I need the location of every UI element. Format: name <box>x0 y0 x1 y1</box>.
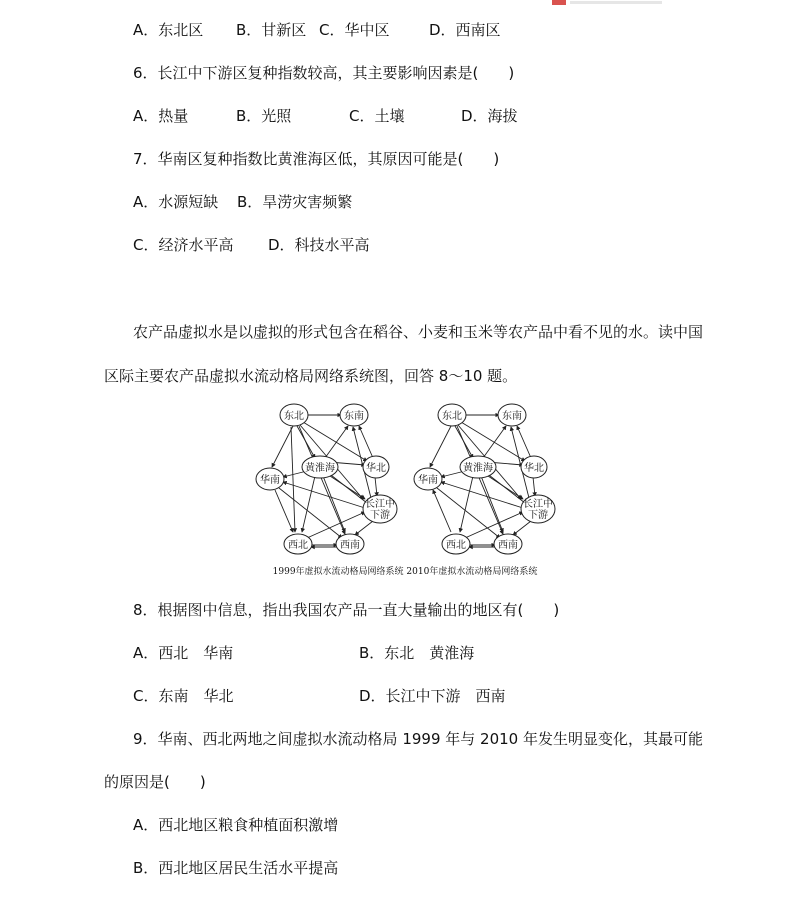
flow-arrow <box>359 426 373 458</box>
flow-arrow <box>461 422 525 461</box>
node-label: 东南 <box>502 411 522 422</box>
option-c[interactable]: C．经济水平高 <box>133 236 234 254</box>
node-label: 西南 <box>498 540 518 551</box>
option-d[interactable]: D．长江中下游 西南 <box>359 687 506 705</box>
node-label: 西北 <box>288 540 308 551</box>
question-7-stem: 7．华南区复种指数比黄淮海区低，其原因可能是( ) <box>133 150 500 168</box>
intro-line-2: 区际主要农产品虚拟水流动格局网络系统图，回答 8～10 题。 <box>104 367 518 385</box>
diagram-1999 <box>272 415 377 547</box>
flow-arrow <box>291 427 295 532</box>
flow-arrow <box>513 521 531 535</box>
watermark-logo <box>552 0 566 5</box>
flow-arrow <box>481 476 503 532</box>
option-a[interactable]: A．水源短缺 <box>133 193 219 211</box>
flow-arrow <box>433 490 451 532</box>
node-label: 东北 <box>442 411 462 422</box>
flow-arrow <box>430 426 451 467</box>
option-d[interactable]: D．海拔 <box>461 107 518 125</box>
question-6-stem: 6．长江中下游区复种指数较高，其主要影响因素是( ) <box>133 64 515 82</box>
flow-arrow <box>275 490 293 532</box>
node-label: 黄淮海 <box>305 463 335 474</box>
option-d[interactable]: D．西南区 <box>429 21 501 39</box>
option-a[interactable]: A．西北地区粮食种植面积激增 <box>133 816 339 834</box>
virtual-water-network-figure <box>245 398 565 580</box>
flow-arrow <box>375 477 377 496</box>
option-b[interactable]: B．甘新区 <box>236 21 307 39</box>
flow-arrow <box>302 476 315 532</box>
flow-arrow <box>325 426 348 458</box>
node-label: 西北 <box>446 540 466 551</box>
flow-arrow <box>441 482 523 508</box>
option-b[interactable]: B．光照 <box>236 107 292 125</box>
diagram-2010 <box>430 415 535 547</box>
flow-arrow <box>460 476 473 532</box>
option-b[interactable]: B．西北地区居民生活水平提高 <box>133 859 339 877</box>
flow-arrow <box>327 472 367 503</box>
intro-line-1: 农产品虚拟水是以虚拟的形式包含在稻谷、小麦和玉米等农产品中看不见的水。读中国 <box>133 323 704 341</box>
flow-arrow <box>483 426 506 458</box>
node-label: 华南 <box>418 475 438 486</box>
option-a[interactable]: A．热量 <box>133 107 189 125</box>
node-label: 华北 <box>524 463 544 474</box>
flow-arrow <box>283 482 365 508</box>
question-9-stem-line-2: 的原因是( ) <box>104 773 206 791</box>
node-label: 下游 <box>370 510 390 521</box>
figure-caption: 1999年虚拟水流动格局网络系统 2010年虚拟水流动格局网络系统 <box>272 567 538 577</box>
watermark-text <box>570 1 662 4</box>
flow-arrow <box>355 521 373 535</box>
flow-arrow <box>303 422 367 461</box>
flow-arrow <box>517 426 531 458</box>
flow-arrow <box>533 477 535 496</box>
flow-arrow <box>485 472 525 503</box>
node-label: 长江中 <box>523 499 553 510</box>
node-label: 下游 <box>528 510 548 521</box>
node-label: 黄淮海 <box>463 463 493 474</box>
option-c[interactable]: C．土壤 <box>349 107 405 125</box>
header-watermark <box>552 0 662 5</box>
flow-arrow <box>323 476 345 532</box>
option-c[interactable]: C．东南 华北 <box>133 687 234 705</box>
option-d[interactable]: D．科技水平高 <box>268 236 370 254</box>
node-label: 东南 <box>344 411 364 422</box>
question-9-stem-line-1: 9．华南、西北两地之间虚拟水流动格局 1999 年与 2010 年发生明显变化，其最可能 <box>133 730 703 748</box>
node-label: 华南 <box>260 475 280 486</box>
option-c[interactable]: C．华中区 <box>319 21 390 39</box>
node-label: 东北 <box>284 411 304 422</box>
option-a[interactable]: A．东北区 <box>133 21 204 39</box>
node-label: 西南 <box>340 540 360 551</box>
node-label: 华北 <box>366 463 386 474</box>
option-b[interactable]: B．旱涝灾害频繁 <box>237 193 353 211</box>
question-8-stem: 8．根据图中信息，指出我国农产品一直大量输出的地区有( ) <box>133 601 560 619</box>
node-label: 长江中 <box>365 499 395 510</box>
option-a[interactable]: A．西北 华南 <box>133 644 234 662</box>
flow-arrow <box>272 426 293 467</box>
flow-arrow <box>299 426 345 534</box>
flow-arrow <box>457 426 503 534</box>
option-b[interactable]: B．东北 黄淮海 <box>359 644 475 662</box>
